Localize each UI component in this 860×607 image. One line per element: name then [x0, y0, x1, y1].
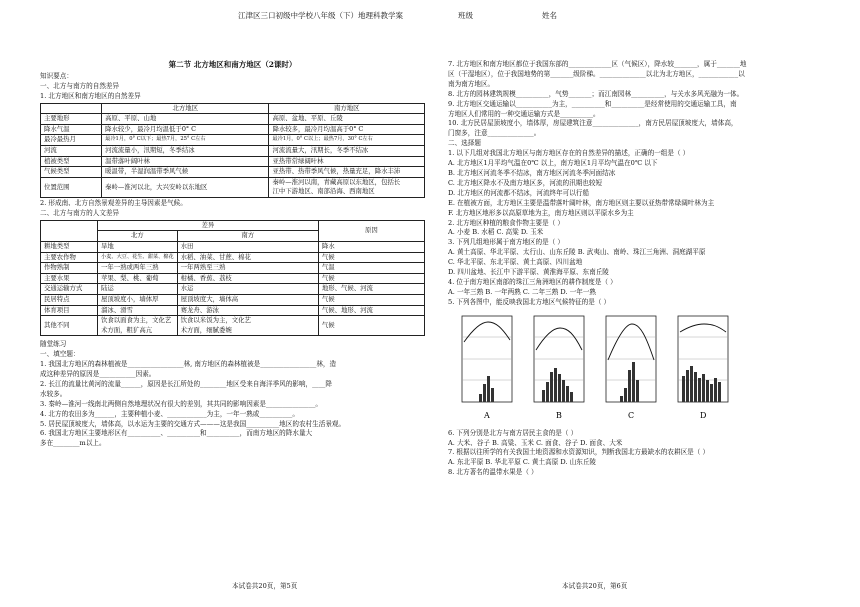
table-cell: 其他不同: [41, 316, 98, 336]
table-cell: 屋顶坡度大，墙体高: [177, 294, 318, 305]
climate-chart-b: [534, 316, 584, 402]
text-line: 10. 北方民居屋顶坡度小，墙体厚，房屋建筑注意______________，南方民居屋顶坡度大，墙体高，: [448, 119, 738, 128]
text-line: F. 北方地区地形多以高原草地为主，南方地区则以平原水乡为主: [448, 208, 634, 217]
table-cell: 苹果、梨、桃、葡萄: [98, 273, 178, 284]
right-page: [448, 60, 833, 478]
text-line: 9. 北方地区交通运输以___________为主，__________和__________是经常使用的交通运输工具，南: [448, 99, 737, 108]
text-line: 8. 北方的园林建筑规模__________，气势_______；而江南园林__________，与关水多风光融为一体。: [448, 89, 744, 98]
table-cell: 气候: [318, 316, 424, 336]
table-header-row: [41, 103, 425, 114]
text-line: A. 大米、谷子 B. 高粱、玉米 C. 面食、谷子 D. 面食、大米: [448, 438, 623, 447]
table-cell: 北方: [98, 231, 178, 242]
text-line: 6. 下列分别是北方与南方居民主食的是（ ）: [448, 428, 578, 437]
climate-chart-c: [606, 316, 656, 402]
table-cell: 河流流量小，汛期短，冬季结冰: [102, 146, 269, 157]
table-cell: 南方: [177, 231, 318, 242]
text-line: 二、北方与南方的人文差异: [40, 208, 120, 217]
table-cell: 饮食以米饭为主，文化艺: [177, 316, 318, 326]
header-class-label: 班级: [458, 11, 473, 20]
table-row: [41, 316, 425, 326]
table-cell: 主要农作物: [41, 252, 98, 263]
table-cell: 术方面，粗犷高亢: [98, 326, 178, 336]
table-cell: 降水较少，最冷月均温低于0° C: [102, 124, 269, 135]
table-cell: 降水: [318, 241, 424, 252]
text-line: B. 北方地区河流冬季不结冰，南方地区河流冬季河面结冰: [448, 168, 616, 177]
table-cell: 江中下游地区、南部沿海、西南地区: [269, 187, 425, 197]
text-line: 8. 北方著名的温带水果是（ ）: [448, 468, 538, 477]
text-line: 知识要点：: [40, 71, 73, 80]
chart-label-a: A: [484, 410, 490, 420]
text-line: 一、填空题：: [40, 350, 80, 359]
text-line: A. 北方地区1月平均气温在0℃ 以上，南方地区1月平均气温在0℃ 以下: [448, 159, 658, 168]
table-cell: 小麦、大豆、花生、甜菜、棉花: [98, 252, 178, 263]
table-cell: 陆运: [98, 284, 178, 295]
human-difference-table: [40, 220, 425, 337]
text-line: 2. 北方地区种植的粮食作物主要是（ ）: [448, 218, 564, 227]
table-cell: 柑橘、香蕉、荔枝: [177, 273, 318, 284]
text-line: 区（干湿地区），位于我国地势的第_______级阶梯。______________以北为北方地区，____________以: [448, 69, 745, 78]
table-cell: 气候类型: [41, 167, 102, 178]
table-cell: 气候、地形、河流: [318, 305, 424, 316]
text-line: 门窗多，注意______________。: [448, 129, 541, 138]
table-cell: 主要水果: [41, 273, 98, 284]
text-line: 5. 居民屋顶坡度大，墙体高，以水运为主要的交通方式———这是我国__________地区的农村生活景观。: [40, 419, 346, 428]
text-line: 5. 下列各图中，能反映我国北方地区气候特征的是（ ）: [448, 297, 611, 306]
table-cell: 最冷最热月: [41, 135, 102, 146]
table-cell: [41, 103, 102, 114]
table-cell: 位置范围: [41, 177, 102, 197]
text-line: A. 黄土高原、华北平原、太行山、山东丘陵 B. 武夷山、南岭、珠江三角洲、洞庭湖平原: [448, 248, 706, 257]
table-cell: 地形、气候、河流: [318, 284, 424, 295]
text-line: C. 北方地区降水不及南方地区多，河流的汛期也较短: [448, 178, 603, 187]
text-line: 2. 形成南、北方自然景观差异的主导因素是气候。: [40, 198, 187, 207]
chart-label-d: D: [700, 410, 707, 420]
table-row: [41, 167, 425, 178]
table-cell: 植被类型: [41, 156, 102, 167]
table-cell: 温带落叶阔叶林: [102, 156, 269, 167]
table-cell: 旱地: [98, 241, 178, 252]
table-cell: 水田: [177, 241, 318, 252]
text-line: 一、北方与南方的自然差异: [40, 81, 120, 90]
table-header-row: [41, 220, 425, 231]
text-line: E. 在植被方面，北方地区主要是温带落叶阔叶林，南方地区则主要以亚热带常绿阔叶林为主: [448, 198, 715, 207]
text-line: 3. 下列几组地形属于南方地区的是（ ）: [448, 238, 564, 247]
table-cell: 最冷1月，0° C以下；最热7月，25° C左右: [102, 135, 269, 146]
table-row: [41, 135, 425, 146]
footer-page-left: 本试卷共20页，第5页: [232, 582, 298, 590]
text-line: A. 东北平原 B. 华北平原 C. 黄土高原 D. 山东丘陵: [448, 458, 597, 467]
table-cell: 降水较多，最冷月均温高于0° C: [269, 124, 425, 135]
chart-label-c: C: [628, 410, 635, 420]
table-row: [41, 273, 425, 284]
table-row: [41, 305, 425, 316]
text-line: A. 一年三熟 B. 一年两熟 C. 二年三熟 D. 一年一熟: [448, 287, 597, 296]
text-line: A. 小麦 B. 水稻 C. 高粱 D. 玉米: [448, 228, 544, 237]
table-cell: 水稻、油菜、甘蔗、棉花: [177, 252, 318, 263]
text-line: 3. 秦岭—淮河一线南北两侧自然地理状况有很大的差别，其共同的影响因素是_______________。: [40, 399, 323, 408]
natural-difference-table: [40, 103, 425, 198]
text-line: 2. 长江的流量比黄河的流量______，原因是长江所处的________地区受来自海洋季风的影响，____降: [40, 379, 332, 388]
climate-chart-a: [462, 316, 512, 402]
chart-label-b: B: [556, 410, 562, 420]
table-row: [41, 294, 425, 305]
text-line: D. 四川盆地、长江中下游平原、黄淮海平原、东南丘陵: [448, 268, 609, 277]
text-line: 成这种差异的原因是___________因素。: [40, 370, 156, 379]
table-row: [41, 284, 425, 295]
table-cell: 河流流量大，汛期长，冬季不结冰: [269, 146, 425, 157]
table-cell: 气候: [318, 294, 424, 305]
table-cell: 原因: [318, 220, 424, 241]
table-row: [41, 124, 425, 135]
table-cell: 河流: [41, 146, 102, 157]
table-cell: 术方面，细腻委婉: [177, 326, 318, 336]
table-row: [41, 252, 425, 263]
text-line: 4. 位于南方地区南部的珠江三角洲地区的耕作制度是（ ）: [448, 277, 617, 286]
text-line: 7. 根据以往所学的有关我国土地资源和水资源知识，判断我国北方最缺水的农耕区是（ ）: [448, 448, 710, 457]
table-cell: 交通运输方式: [41, 284, 98, 295]
table-cell: 溜冰、滑雪: [98, 305, 178, 316]
table-cell: 亚热带常绿阔叶林: [269, 156, 425, 167]
left-page: [40, 60, 425, 449]
table-cell: 一年一熟或两年三熟: [98, 263, 178, 274]
climate-chart-d: [678, 316, 728, 402]
table-row: [41, 263, 425, 274]
table-cell: 气候: [318, 252, 424, 263]
table-cell: 北方地区: [102, 103, 269, 114]
text-line: 随堂练习: [40, 340, 67, 349]
text-line: 多在________m以上。: [40, 439, 106, 448]
text-line: 6. 我国北方地区主要地形区有__________、__________和__________，而南方地区的降水量大: [40, 429, 313, 438]
text-line: C. 华北平原、东北平原、黄土高原、四川盆地: [448, 258, 583, 267]
table-cell: 一年两熟至三熟: [177, 263, 318, 274]
table-row: [41, 114, 425, 125]
table-cell: 饮食以面食为主，文化艺: [98, 316, 178, 326]
text-line: 1. 北方地区和南方地区的自然差异: [40, 91, 141, 100]
table-cell: 差异: [98, 220, 319, 231]
table-row: [41, 146, 425, 157]
text-line: 方地区人们常用的一种交通运输方式是__________。: [448, 109, 600, 118]
text-line: 南为南方地区。: [448, 79, 495, 88]
table-cell: 体育项目: [41, 305, 98, 316]
text-line: 二、选择题: [448, 139, 481, 148]
text-line: 4. 北方的农田多为______，主要种植小麦、____________为主，一年一熟或__________。: [40, 409, 299, 418]
section-title: 第二节 北方地区和南方地区（2课时）: [168, 60, 297, 69]
text-line: 1. 以下几组对我国北方地区与南方地区存在的自然差异的描述，正确的一组是（ ）: [448, 149, 690, 158]
table-cell: [41, 220, 98, 241]
table-cell: 高原、平原、山地: [102, 114, 269, 125]
table-cell: 民居特点: [41, 294, 98, 305]
table-cell: 赛龙舟、游泳: [177, 305, 318, 316]
table-row: [41, 177, 425, 187]
table-cell: 南方地区: [269, 103, 425, 114]
table-cell: 气候: [318, 273, 424, 284]
text-line: D. 北方地区的河流都不结冰，河流终年可以行船: [448, 188, 590, 197]
table-row: [41, 156, 425, 167]
climate-charts-figure: [448, 310, 833, 428]
table-cell: 最冷1月，0° C以上；最热7月，30° C左右: [269, 135, 425, 146]
table-cell: 主要地形: [41, 114, 102, 125]
table-row: [41, 241, 425, 252]
text-line: 1. 我国北方地区的森林植被是_________________林, 南方地区的森林植被是_________________林，造: [40, 360, 337, 369]
table-cell: 秦岭—淮河以北，大兴安岭以东地区: [102, 177, 269, 197]
table-cell: 暖温带，半湿润温带季风气候: [102, 167, 269, 178]
text-line: 7. 北方地区和南方地区都位于我国东部的_____________区（气候区），降水较_______，属于_______地: [448, 60, 747, 68]
table-cell: 气温: [318, 263, 424, 274]
table-cell: 作物熟制: [41, 263, 98, 274]
header-school-title: 江津区三口初级中学校八年级（下）地理科教学案: [238, 11, 403, 20]
table-cell: 屋顶坡度小，墙体厚: [98, 294, 178, 305]
table-cell: 水运: [177, 284, 318, 295]
table-cell: 降水气温: [41, 124, 102, 135]
climate-charts-svg: [452, 310, 752, 428]
table-cell: 秦岭—淮河以南，青藏高原以东地区，包括长: [269, 177, 425, 187]
table-cell: 高原、盆地、平原、丘陵: [269, 114, 425, 125]
text-line: 水较多。: [40, 389, 67, 398]
table-cell: 亚热带、热带季风气候，热量充足，降水丰沛: [269, 167, 425, 178]
header-name-label: 姓名: [542, 11, 557, 20]
footer-page-right: 本试卷共20页，第6页: [562, 582, 628, 590]
table-cell: 耕地类型: [41, 241, 98, 252]
